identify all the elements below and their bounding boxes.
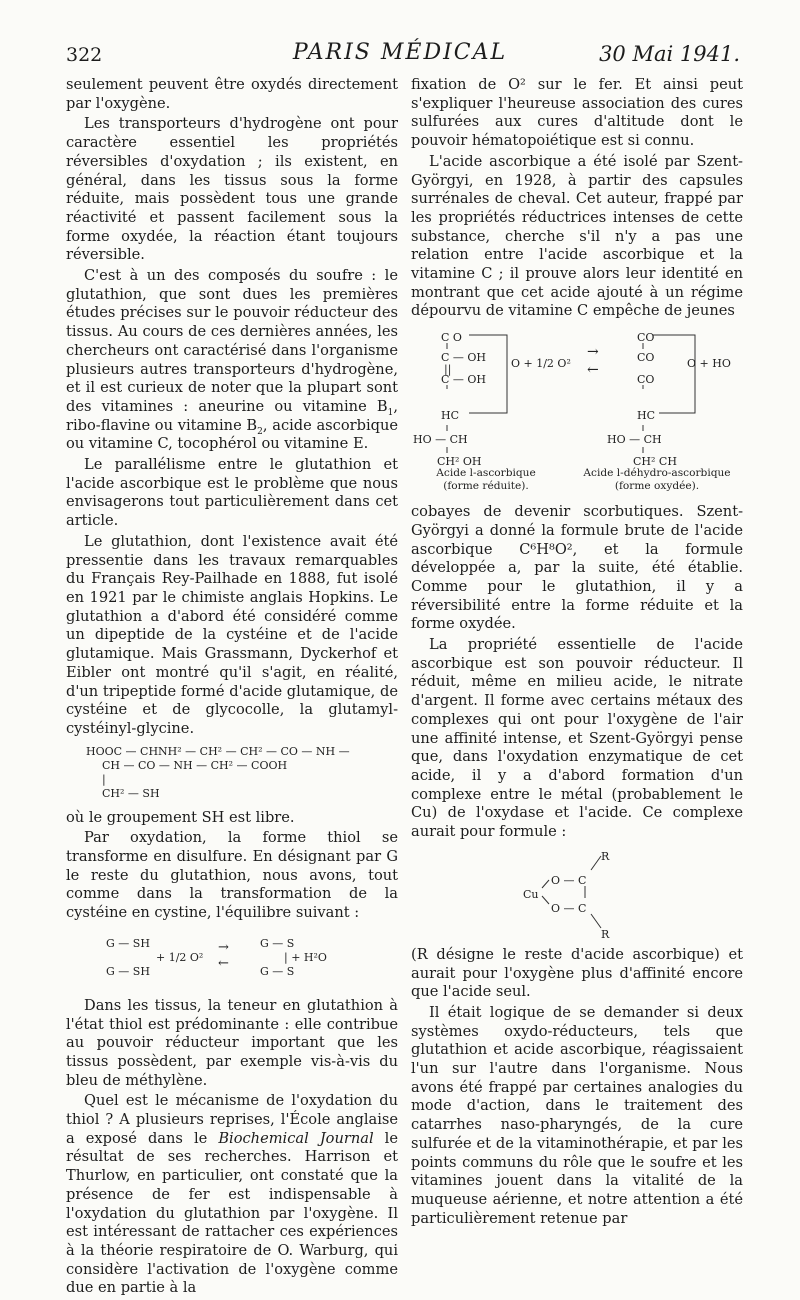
journal-title: PARIS MÉDICAL <box>292 40 508 65</box>
right-column <box>411 76 743 1230</box>
glutathione-formula: HOOC — CHNH² — CH² — CH² — CO — NH — CH — CO — NH — CH² — COOH | CH² — SH <box>86 744 350 800</box>
journal-name: Biochemical Journal <box>218 1129 374 1147</box>
arrow-left-icon: ← <box>587 362 599 379</box>
copper-complex-formula: R O — C Cu O — C R <box>411 848 743 940</box>
paragraph: La propriété essentielle de l'acide ascorbique est son pouvoir réducteur. Il réduit, même en milieu acide, le nitrate d'argent. Il forme avec certains métaux des complexes qui ont pour l'oxygène de l'air une affinité intense, et Szent-Györgyi pense que, dans l'oxydation enzymatique de cet acide, il y a d'abord formation d'un complexe entre le métal (probablement le Cu) de l'oxydase et l'acide. Ce complexe aurait pour formule : <box>411 636 743 841</box>
paragraph: Dans les tissus, la teneur en glutathion à l'état thiol est prédominante : elle contribue au pouvoir réducteur important que les tissus possèdent, par exemple vis-à-vis du bleu de méthylène. <box>66 996 398 1089</box>
paragraph: Le glutathion, dont l'existence avait été pressentie dans les travaux remarquables du Français Rey-Pailhade en 1888, fut isolé en 1921 par le chimiste anglais Hopkins. Le glutathion a d'abord été considéré comme un dipeptide de la cystéine et de l'acide glutamique. Mais Grassmann, Dyckerhof et Eibler ont montré qu'il s'agit, en réalité, d'un tripeptide formé d'acide glutamique, de cystéine et de glycocolle, la glutamyl-cystéinyl-glycine. <box>66 532 398 737</box>
g-sh-top: G — SH <box>106 936 150 950</box>
glutathione-equilibrium <box>66 931 398 987</box>
paragraph: C'est à un des composés du soufre : le glutathion, que sont dues les premières études précises sur le pouvoir réducteur des tissus. Au cours de ces dernières années, les chercheurs ont caractérisé dans l'organisme plusieurs autres transporteurs d'hydrogène, et il est curieux de noter que la plupart sont des vitamines : aneurine ou vitamine $B_1$, ribo-flavine ou vitamine $B_2$, acide ascorbique ou vitamine C, tocophérol ou vitamine E. <box>66 267 398 453</box>
caption-oxidized: Acide l-déhydro-ascorbique (forme oxydée). <box>583 467 731 493</box>
copper-complex-bonds <box>411 848 743 940</box>
paragraph: cobayes de devenir scorbutiques. Szent-Györgyi a donné la formule brute de l'acide ascorbique C⁶H⁸O², et la formule développée a, par la suite, été établie. Comme pour le glutathion, il y a réversibilité entre la forme réduite et la forme oxydée. <box>411 503 743 633</box>
plus-water: | + H²O <box>284 950 327 964</box>
left-column <box>66 76 398 1300</box>
arrow-right-icon: → <box>587 344 599 361</box>
ascorbic-acid-figure: C O C — OH || C — OH HC HO — CH CH² OH O + 1/2 O² → ← CO CO CO HC HO — CH CH² CH O + HO Acide l-ascorbique (forme réduite). Acide l-déhydro-ascorbique (forme oxydée). <box>411 327 743 495</box>
paragraph: Par oxydation, la forme thiol se transforme en disulfure. En désignant par G le reste du glutathion, nous avons, tout comme dans la transformation de la cystéine en cystine, l'équilibre suivant : <box>66 829 398 922</box>
paragraph: (R désigne le reste d'acide ascorbique) et aurait pour l'oxygène plus d'affinité encore que l'acide seul. <box>411 945 743 1001</box>
paragraph: Le parallélisme entre le glutathion et l'acide ascorbique est le problème que nous envisagerons tout particulièrement dans cet article. <box>66 456 398 530</box>
paragraph: Il était logique de se demander si deux systèmes oxydo-réducteurs, tels que glutathion et acide ascorbique, réagissaient l'un sur l'autre dans l'organisme. Nous avons été frappé par certaines analogies du mode d'action, dans le traitement des catarrhes naso-pharyngés, de la cure sulfurée et de la vitaminothérapie, et par les points communs du rôle que le soufre et les vitamines jouent dans la vitalité de la muqueuse aérienne, et notre attention a été particulièrement retenue par <box>411 1003 743 1227</box>
caption-reduced: Acide l-ascorbique (forme réduite). <box>436 467 536 493</box>
paragraph: L'acide ascorbique a été isolé par Szent-Györgyi, en 1928, à partir des capsules surrénales de cheval. Cet auteur, frappé par les propriétés réductrices intenses de cette substance, cherche s'il n'y a pas une relation entre l'acide ascorbique et la vitamine C ; il prouve alors leur identité en montrant que cet acide ajouté à un régime dépourvu de vitamine C empêche de jeunes <box>411 152 743 320</box>
arrow-right-icon: → <box>218 939 229 955</box>
page-number: 322 <box>66 44 103 66</box>
paragraph: seulement peuvent être oxydés directement par l'oxygène. <box>66 76 398 112</box>
paragraph: Quel est le mécanisme de l'oxydation du thiol ? A plusieurs reprises, l'École anglaise a exposé dans le Biochemical Journal le résultat de ses recherches. Harrison et Thurlow, en particulier, ont constaté que la présence de fer est indispensable à l'oxydation du glutathion par l'oxygène. Il est intéressant de rattacher ces expériences à la théorie respiratoire de O. Warburg, qui considère l'activation de l'oxygène comme due en partie à la <box>66 1092 398 1297</box>
g-sh-bottom: G — SH <box>106 964 150 978</box>
arrow-left-icon: ← <box>218 955 229 971</box>
g-s-bottom: G — S <box>260 964 295 978</box>
g-s-top: G — S <box>260 936 295 950</box>
paragraph: Les transporteurs d'hydrogène ont pour caractère essentiel les propriétés réversibles d'oxydation ; ils existent, en général, dans les tissus sous la forme réduite, mais possèdent tous une grande réactivité et passent facilement sous la forme oxydée, la réaction étant toujours réversible. <box>66 115 398 264</box>
paragraph: fixation de O² sur le fer. Et ainsi peut s'expliquer l'heureuse association des cures sulfurées aux cures d'altitude dont le pouvoir hématopoiétique est si connu. <box>411 76 743 150</box>
plus-oxygen: + 1/2 O² <box>156 950 204 964</box>
issue-date: 30 Mai 1941. <box>599 42 740 66</box>
paragraph: où le groupement SH est libre. <box>66 808 295 826</box>
page-header <box>0 0 800 70</box>
